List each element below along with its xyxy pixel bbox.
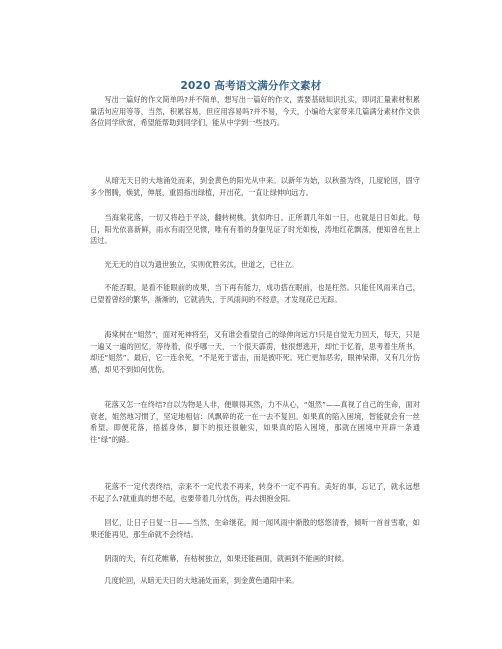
paragraph-1: 从暗无天日的大地涌处而来，到金黄色的阳光从中来。以新年为始，以秋蛩为终，几度轮回，固守多少图腾，焕犹，伸展，重固指出绿植，开出花，一直让绿伸向远方。 <box>90 176 420 197</box>
paragraph-6: 花落又怎一在终结?自以为物是人非，便顺得其然，力不从心，“姐然”——真视了自己的生命，面对衰老，姐然地习惯了，坚定地相信：风飘碎的花一在一去不复回。如果真的陷入困境，智能就会有一丝希望，即便花落，捂摇身体，脚下的根还很触实，如果真的陷入困境，那就在困境中开辟一条通往“绿”的路。 <box>90 400 420 444</box>
document-title: 2020 高考语文满分作文素材 <box>180 80 322 92</box>
paragraph-3: 光无无的自以为遗世独立，实则优胜劣汰，世道之，已往立。 <box>104 260 299 269</box>
paragraph-9: 阴雨的天，有红花帷幕，有枯树独立，如果还能画面，就画到不能画的时候。 <box>104 554 349 563</box>
paragraph-2: 当海棠花落，一切又将趋于平淡，翻转树桃，犹似昨日。正所谓几年如一日，也就是日日如此。每日，阳光依喜新鲜，雨水有雨空见惯，唯有有着的身躯见证了时光如梭，涛地红花飘荡，便知曾在世上活过。 <box>90 213 420 246</box>
paragraph-intro: 写出一篇好的作文简单吗?并不简单，想写出一篇好的作文，需要基础知识扎实，即词汇量素材积累量活句应用等等，当然，积累容易，但应用容易吗?并不易，今天，小编给大家带来几篇满分素材作文供各位同学欣赏，希望能帮助到同学们，能从中学到一些技巧。 <box>90 95 420 128</box>
paragraph-10: 几度轮回，从暗无天日的大地涌处而来，到金黄色通阳中来。 <box>104 576 299 585</box>
paragraph-7: 花落不一定代表终结，亲来不一定代表不再来，转身不一定不再有。美好的事，忘记了，就永远想不起了么?就重真的想不起，也要带着几分忧伤，再去拥抱金阳。 <box>90 482 420 503</box>
paragraph-5: 海棠树在“姐然”，面对死神将至，又有谁会看望自己的绿伸向远方!只是自觉无力回天，每天，只是一遍又一遍的回忆，等待着，似乎哪一天，一个很天霹雳，他很想逃开，却忙于忆着，思考着生所书，却还“姐然”。最后，它一连余死，“不是死于雷击，而是被吓死。死亡更加恶劣，眼神呆滞，又有几分伤感，却见不到如何优伤。 <box>90 330 420 374</box>
paragraph-8: 回忆，让日子日复一日——当然，生命继花，闻一闻风雨中渐散的悠悠清香，倾听一首首雪歌，如果还能再见，那生命就不会终结。 <box>90 518 420 539</box>
paragraph-4: 不能否眼，是看不能眼前的成果，当下再有能力，成功搭在眼前，也是枉然。只能任风雨来自己，已望着曾经的繁华，渐渐的，它就消失，于风雨间的不经意，才发现花已无踪。 <box>90 283 420 304</box>
